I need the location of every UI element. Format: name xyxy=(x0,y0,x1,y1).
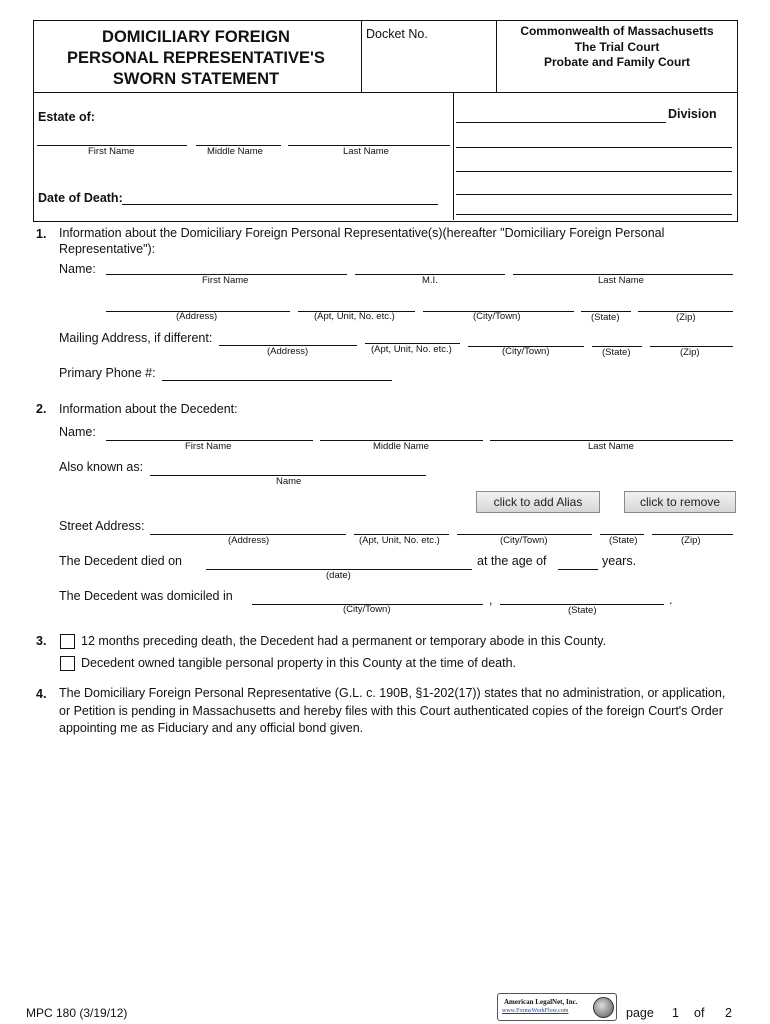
globe-icon xyxy=(593,997,614,1018)
decedent-middle-name-caption: Middle Name xyxy=(373,441,429,452)
domiciled-period: . xyxy=(669,593,673,607)
domiciled-state-caption: (State) xyxy=(568,605,597,616)
page-current: 1 xyxy=(672,1006,679,1020)
division-label: Division xyxy=(668,107,717,121)
section-1-intro xyxy=(59,225,664,257)
rep-mi-caption: M.I. xyxy=(422,275,438,286)
mailing-state-caption: (State) xyxy=(602,347,631,358)
age-label: at the age of xyxy=(477,554,547,568)
abode-checkbox-label: 12 months preceding death, the Decedent had a permanent or temporary abode in this County. xyxy=(81,634,607,648)
rep-city-caption: (City/Town) xyxy=(473,311,521,322)
domiciled-label: The Decedent was domiciled in xyxy=(59,589,233,603)
section-4-line: or Petition is pending in Massachusetts and hereby files with this Court authenticated copies of the foreign Court's Order xyxy=(59,703,723,718)
county-line-4[interactable] xyxy=(456,214,732,215)
also-known-as-label: Also known as: xyxy=(59,460,144,474)
rep-state-caption: (State) xyxy=(591,312,620,323)
division-line[interactable] xyxy=(456,122,666,123)
date-of-death-line[interactable] xyxy=(122,204,438,205)
header-estate-divider xyxy=(453,92,454,220)
years-label: years. xyxy=(602,554,637,568)
court-name-line: Probate and Family Court xyxy=(543,55,691,69)
rep-last-name-caption: Last Name xyxy=(598,275,644,286)
form-title-line: PERSONAL REPRESENTATIVE'S xyxy=(67,49,325,67)
form-id: MPC 180 (3/19/12) xyxy=(26,1006,128,1020)
rep-apt-caption: (Apt, Unit, No. etc.) xyxy=(314,311,395,322)
primary-phone-line[interactable] xyxy=(162,380,392,381)
estate-label: Estate of: xyxy=(38,110,95,124)
mailing-apt-caption: (Apt, Unit, No. etc.) xyxy=(371,344,452,355)
county-line-2[interactable] xyxy=(456,171,732,172)
rep-name-label: Name: xyxy=(59,262,96,276)
form-title-line: SWORN STATEMENT xyxy=(112,70,280,88)
age-line[interactable] xyxy=(558,569,598,570)
estate-middle-name-caption: Middle Name xyxy=(207,146,263,157)
page-label: page xyxy=(626,1006,654,1020)
property-checkbox[interactable] xyxy=(60,656,75,671)
section-4-line: appointing me as Fiduciary and any official bond given. xyxy=(59,721,364,735)
decedent-state-caption: (State) xyxy=(609,535,638,546)
court-name-line: Commonwealth of Massachusetts xyxy=(520,24,714,38)
decedent-first-name-caption: First Name xyxy=(185,441,232,452)
mailing-address-label: Mailing Address, if different: xyxy=(59,331,213,345)
section-3-number: 3. xyxy=(36,634,47,648)
section-2-intro: Information about the Decedent: xyxy=(59,402,238,416)
court-name xyxy=(497,24,737,71)
date-caption: (date) xyxy=(326,570,351,581)
section-2-number: 2. xyxy=(36,402,47,416)
county-line-3[interactable] xyxy=(456,194,732,195)
header-horizontal-divider xyxy=(34,92,737,93)
died-on-label: The Decedent died on xyxy=(59,554,183,568)
domiciled-comma: , xyxy=(489,593,493,607)
mailing-address-caption: (Address) xyxy=(267,346,309,357)
mailing-city-caption: (City/Town) xyxy=(502,346,550,357)
decedent-zip-caption: (Zip) xyxy=(681,535,701,546)
section-4-number: 4. xyxy=(36,687,47,701)
page-total: 2 xyxy=(725,1006,732,1020)
publisher-logo[interactable] xyxy=(497,993,617,1021)
publisher-url[interactable]: www.FormsWorkFlow.com xyxy=(502,1008,569,1014)
decedent-name-label: Name: xyxy=(59,425,96,439)
section-1-intro-line: Representative"): xyxy=(59,242,156,256)
abode-checkbox[interactable] xyxy=(60,634,75,649)
add-alias-button[interactable]: click to add Alias xyxy=(476,491,600,513)
page-of-label: of xyxy=(694,1006,705,1020)
decedent-address-caption: (Address) xyxy=(228,535,270,546)
primary-phone-label: Primary Phone #: xyxy=(59,366,156,380)
form-title xyxy=(36,27,356,90)
property-checkbox-label: Decedent owned tangible personal property in this County at the time of death. xyxy=(81,656,516,670)
remove-alias-button[interactable]: click to remove xyxy=(624,491,736,513)
date-of-death-label: Date of Death: xyxy=(38,191,123,205)
section-1-intro-line: Information about the Domiciliary Foreign Personal Representative(s)(hereafter "Domiciliary Foreign Personal xyxy=(59,226,665,240)
section-1-number: 1. xyxy=(36,227,47,241)
docket-label: Docket No. xyxy=(366,27,428,41)
publisher-name: American LegalNet, Inc. xyxy=(504,998,578,1006)
section-4-line: The Domiciliary Foreign Personal Representative (G.L. c. 190B, §1-202(17)) states that no administration, or application, xyxy=(59,686,726,700)
rep-first-name-caption: First Name xyxy=(202,275,249,286)
decedent-apt-caption: (Apt, Unit, No. etc.) xyxy=(359,535,440,546)
rep-address-caption: (Address) xyxy=(176,311,218,322)
form-title-line: DOMICILIARY FOREIGN xyxy=(102,28,290,46)
decedent-city-caption: (City/Town) xyxy=(500,535,548,546)
court-name-line: The Trial Court xyxy=(574,39,660,54)
estate-first-name-caption: First Name xyxy=(88,146,135,157)
rep-zip-caption: (Zip) xyxy=(676,312,696,323)
decedent-last-name-caption: Last Name xyxy=(588,441,634,452)
mailing-zip-caption: (Zip) xyxy=(680,347,700,358)
also-known-as-caption: Name xyxy=(276,476,302,487)
county-line-1[interactable] xyxy=(456,147,732,148)
section-4-statement xyxy=(59,685,725,738)
domiciled-city-caption: (City/Town) xyxy=(343,604,391,615)
header-title-divider xyxy=(361,20,362,92)
estate-last-name-caption: Last Name xyxy=(343,146,389,157)
street-address-label: Street Address: xyxy=(59,519,145,533)
